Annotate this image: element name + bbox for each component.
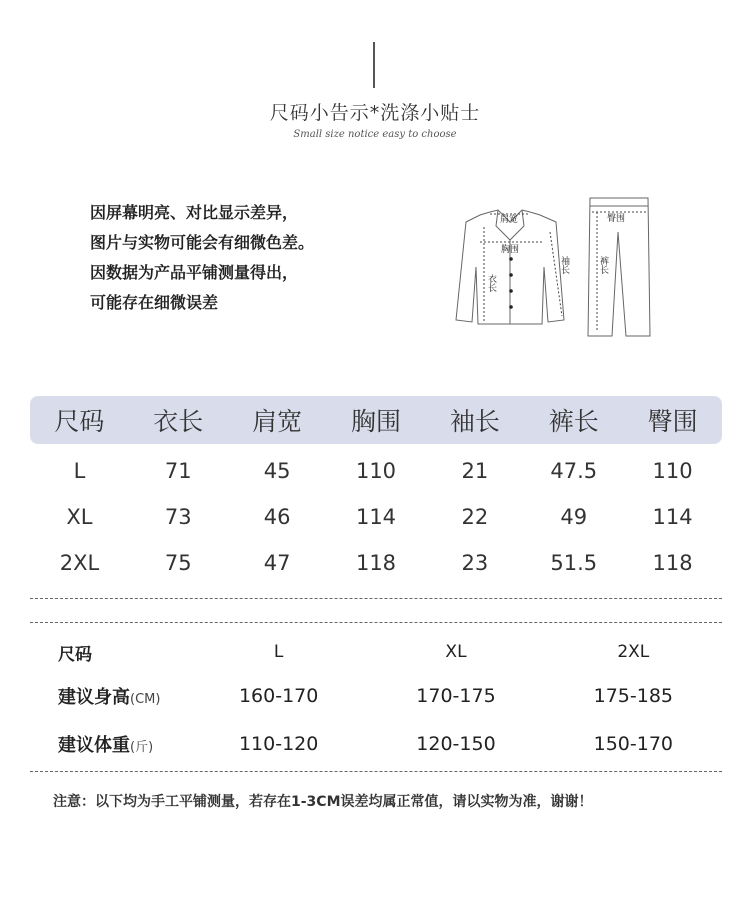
table-cell: 114 (652, 505, 693, 529)
notice-text (90, 198, 314, 318)
header-cell: 裤长 (548, 407, 599, 436)
dashed-divider (30, 771, 722, 772)
table-cell: 118 (652, 551, 693, 575)
table-cell: 114 (355, 505, 397, 529)
header-cell: 衣长 (153, 407, 204, 436)
table-cell: 22 (461, 505, 489, 529)
footnote: 注意：以下均为手工平铺测量，若存在1-3CM误差均属正常值，请以实物为准，谢谢！ (53, 794, 593, 810)
table-row (30, 543, 722, 583)
recommend-size-row (30, 638, 722, 666)
table-cell: XL (66, 505, 93, 529)
diagram-label: 肩宽 (500, 215, 519, 225)
weight-value: 110-120 (238, 733, 319, 755)
dashed-divider (30, 598, 722, 599)
weight-unit: (斤) (130, 740, 154, 755)
header-cell: 胸围 (351, 407, 402, 436)
height-label: 建议身高(CM) (58, 687, 161, 708)
height-value: 175-185 (593, 685, 674, 707)
size-value: XL (445, 642, 467, 662)
table-row (30, 497, 722, 537)
size-table-header (30, 396, 722, 444)
page-subtitle: Small size notice easy to choose (293, 129, 457, 140)
recommend-height-row (30, 680, 722, 712)
height-value: 160-170 (238, 685, 319, 707)
table-cell: 21 (461, 459, 489, 483)
diagram-label: 胸围 (501, 245, 520, 255)
header-cell: 肩宽 (252, 407, 303, 436)
height-value: 170-175 (416, 685, 496, 707)
table-cell: 73 (164, 505, 192, 529)
table-cell: 49 (560, 505, 588, 529)
table-cell: 51.5 (550, 551, 598, 575)
height-unit: (CM) (130, 692, 161, 707)
table-cell: 46 (263, 505, 291, 529)
table-cell: 110 (355, 459, 397, 483)
diagram-label: 臀围 (607, 214, 626, 224)
table-cell: 2XL (59, 551, 100, 575)
table-cell: 118 (355, 551, 397, 575)
diagram-label: 衣长 (486, 274, 496, 292)
dashed-divider (30, 622, 722, 623)
table-cell: 71 (164, 459, 192, 483)
page-title: 尺码小告示*洗涤小贴士 (269, 102, 481, 124)
header-cell: 袖长 (449, 407, 500, 436)
table-cell: 47 (263, 551, 291, 575)
size-value: L (273, 642, 284, 662)
table-cell: 110 (652, 459, 693, 483)
divider-vertical-line (373, 42, 375, 88)
table-cell: 23 (461, 551, 489, 575)
table-cell: L (73, 459, 86, 483)
weight-value: 120-150 (416, 733, 496, 755)
diagram-label: 裤长 (598, 256, 608, 274)
diagram-label: 袖长 (559, 256, 569, 274)
size-value: 2XL (617, 642, 650, 662)
measurement-diagram (452, 192, 652, 342)
table-cell: 45 (263, 459, 291, 483)
weight-value: 150-170 (593, 733, 674, 755)
size-label: 尺码 (58, 644, 92, 665)
recommend-weight-row (30, 728, 722, 760)
header-cell: 尺码 (54, 407, 105, 436)
header-cell: 臀围 (647, 407, 698, 436)
notice-line: 可能存在细微误差 (90, 293, 219, 312)
weight-label: 建议体重(斤) (58, 735, 154, 756)
table-cell: 75 (164, 551, 192, 575)
table-cell: 47.5 (550, 459, 598, 483)
notice-line: 因数据为产品平铺测量得出， (90, 263, 299, 282)
table-row (30, 451, 722, 491)
notice-line: 因屏幕明亮、对比显示差异， (90, 203, 299, 222)
notice-line: 图片与实物可能会有细微色差。 (90, 233, 315, 252)
